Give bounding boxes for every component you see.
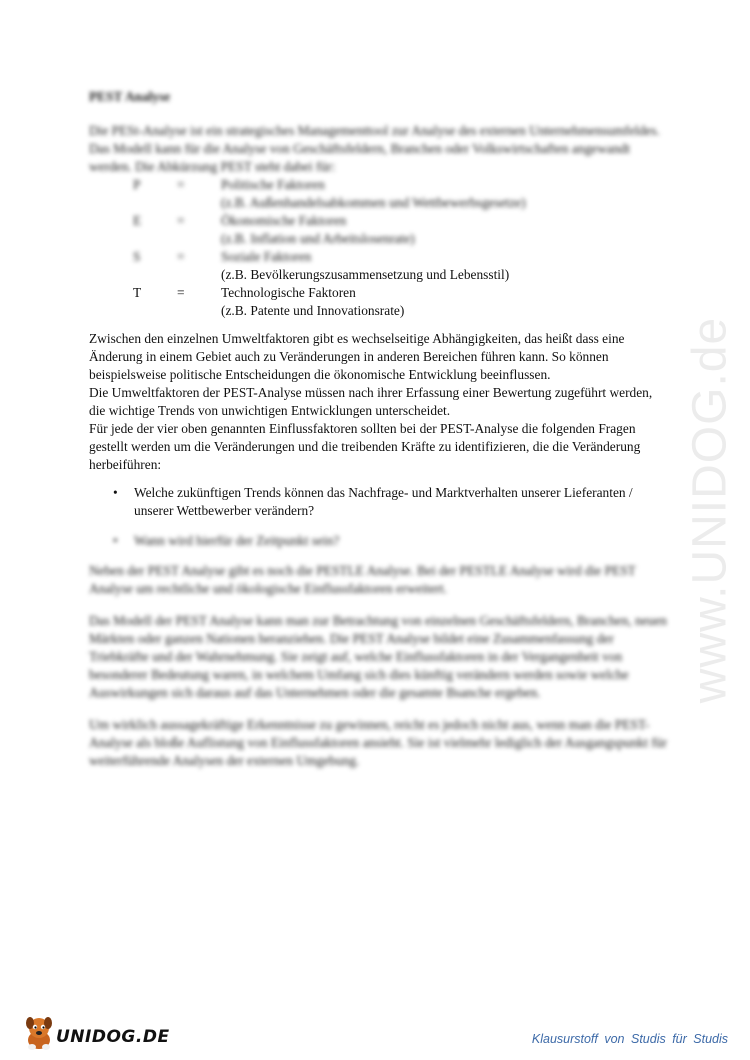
factor-name: Ökonomische Faktoren (221, 213, 347, 228)
factor-equals: = (177, 285, 185, 300)
bullet-icon: • (113, 533, 118, 548)
unidog-logo[interactable] (22, 1014, 170, 1054)
factor-example-row (133, 266, 669, 284)
bullet-icon: • (113, 485, 118, 500)
factor-example: (z.B. Inflation und Arbeitslosenrate) (221, 231, 415, 246)
list-item-text: Welche zukünftigen Trends können das Nachfrage- und Marktverhalten unserer Lieferanten / unserer Wettbewerber verändern? (134, 485, 633, 518)
paragraph-questions: Für jede der vier oben genannten Einflussfaktoren sollten bei der PEST-Analyse die folgenden Fragen gestellt werden um die Veränderungen und die treibenden Kräfte zu identifizieren, die die Veränderung herbeiführen: (89, 421, 641, 472)
footer-tagline: Klausurstoff von Studis für Studis (531, 1032, 728, 1046)
factor-example: (z.B. Patente und Innovationsrate) (221, 303, 405, 318)
factor-equals: = (177, 177, 185, 192)
factor-letter: P (133, 177, 141, 192)
factor-example-row (133, 302, 669, 320)
factor-name: Soziale Faktoren (221, 249, 312, 264)
paragraph-conclusion: Um wirklich aussagekräftige Erkenntnisse zu gewinnen, reicht es jedoch nicht aus, wenn man die PEST-Analyse als bloße Auflistung von Einflussfaktoren ansieht. Sie ist vielmehr lediglich der Ausgangspunkt für weiterführende Analysen der externen Umgebung. (89, 717, 667, 768)
factor-equals: = (177, 249, 185, 264)
question-list (89, 484, 669, 550)
paragraph-pestle: Neben der PEST Analyse gibt es noch die PESTLE Analyse. Bei der PESTLE Analyse wird die PEST Analyse um rechtliche und ökologische Einflussfaktoren erweitert. (89, 563, 636, 596)
factor-equals: = (177, 213, 185, 228)
paragraph-evaluation: Die Umweltfaktoren der PEST-Analyse müssen nach ihrer Erfassung einer Bewertung zugeführt werden, die wichtige Trends von unwichtigen Entwicklungen unterscheidet. (89, 385, 653, 418)
factor-example: (z.B. Außenhandelsabkommen und Wettbewerbsgesetze) (221, 195, 526, 210)
factor-list (89, 176, 669, 320)
factor-letter: S (133, 249, 141, 264)
factor-row (133, 248, 669, 266)
factor-example: (z.B. Bevölkerungszusammensetzung und Lebensstil) (221, 267, 510, 282)
intro-paragraph: Die PESt-Analyse ist ein strategisches Managementtool zur Analyse des externen Unternehmensumfeldes. Das Modell kann für die Analyse von Geschäftsfeldern, Branchen oder Volkswirtschaften angewandt werden. Die Abkürzung PEST steht dabei für: (89, 123, 660, 174)
factor-row (133, 176, 669, 194)
logo-text: UNIDOG.DE (56, 1027, 170, 1047)
factor-name: Technologische Faktoren (221, 285, 356, 300)
factor-name: Politische Faktoren (221, 177, 325, 192)
factor-example-row (133, 194, 669, 212)
list-item-text: Wann wird hierfür der Zeitpunkt sein? (134, 533, 340, 548)
factor-letter: E (133, 213, 142, 228)
factor-row (133, 212, 669, 230)
factor-example-row (133, 230, 669, 248)
document-title: PEST Analyse (89, 89, 171, 104)
watermark-text: www.UNIDOG.de (683, 316, 737, 704)
factor-row (133, 284, 669, 302)
list-item (89, 484, 669, 520)
paragraph-interdependencies: Zwischen den einzelnen Umweltfaktoren gibt es wechselseitige Abhängigkeiten, das heißt dass eine Änderung in einem Gebiet auch zu Veränderungen in anderen Bereichen führen kann. So können beispielsweise politische Entscheidungen die ökonomische Entwicklung beeinflussen. (89, 331, 625, 382)
dog-mascot-icon (22, 1014, 58, 1052)
factor-letter: T (133, 285, 142, 300)
document-body (89, 88, 669, 770)
watermark (680, 280, 740, 740)
paragraph-model: Das Modell der PEST Analyse kann man zur Betrachtung von einzelnen Geschäftsfeldern, Branchen, neuen Märkten oder ganzen Nationen heranziehen. Die PEST Analyse bildet eine Zusammenfassung der Triebkräfte und der Wahrnehmung. Sie zeigt auf, welche Einflussfaktoren in der Vergangenheit von besonderer Bedeutung waren, in welchem Umfang sich dies künftig verändern werden sowie welche Auswirkungen sich daraus auf das Unternehmen oder die gesamte Bsanche ergeben. (89, 613, 667, 700)
list-item (89, 532, 669, 550)
